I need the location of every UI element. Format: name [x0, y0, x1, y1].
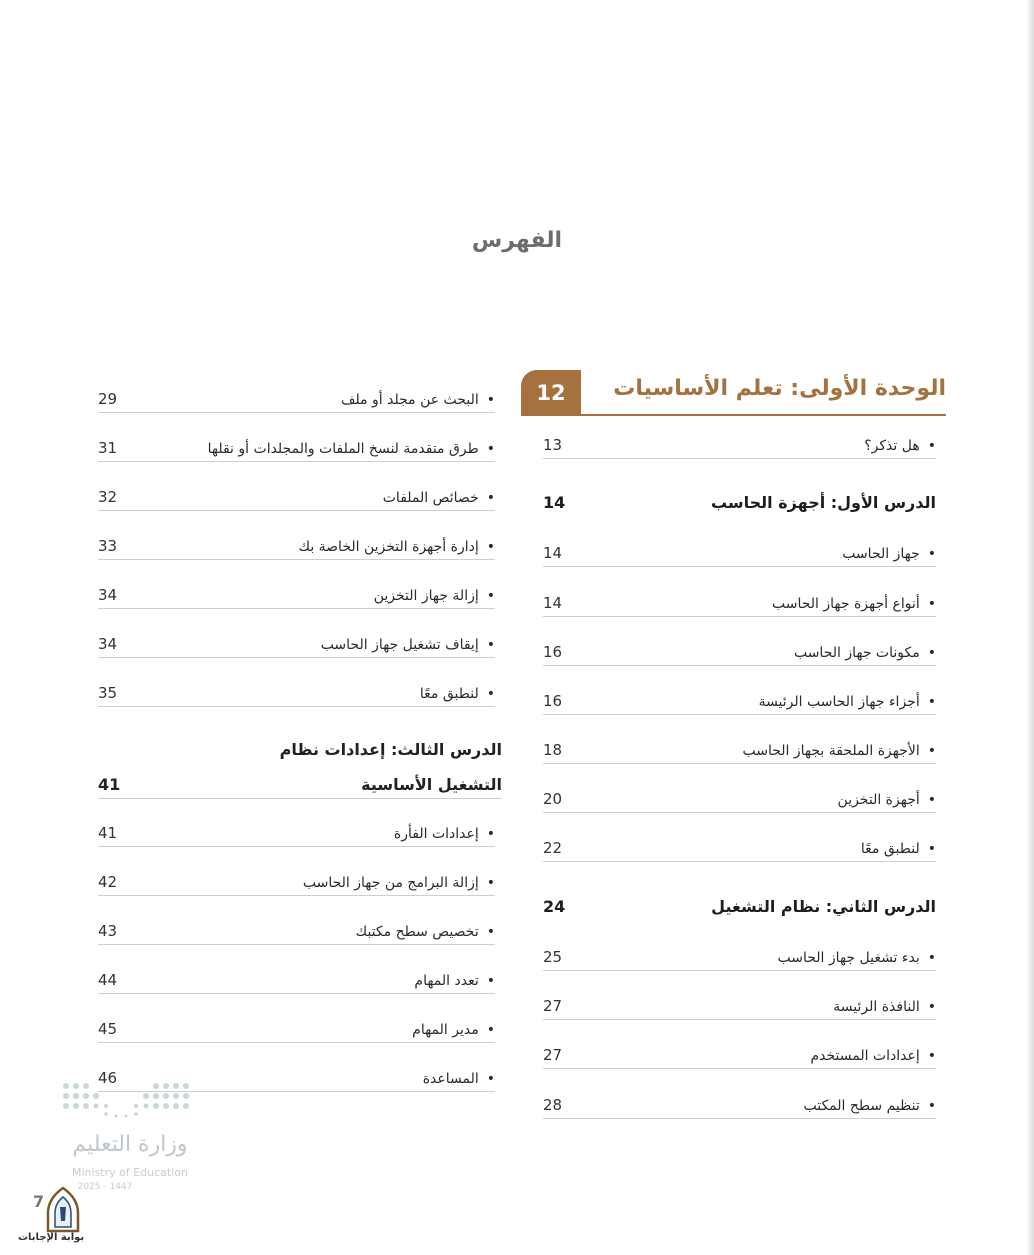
toc-item-row[interactable]	[98, 967, 495, 994]
bullet-icon: •	[486, 1022, 495, 1038]
logo-arabic-text: وزارة التعليم	[72, 1132, 188, 1157]
toc-page-number: 44	[98, 971, 118, 989]
toc-item-row[interactable]	[98, 820, 495, 847]
toc-page-number: 29	[98, 390, 118, 408]
toc-page-number: 42	[98, 873, 118, 891]
toc-lesson-row[interactable]	[543, 894, 936, 920]
toc-item-row[interactable]	[543, 835, 936, 862]
toc-item-label: أجزاء جهاز الحاسب الرئيسة	[758, 694, 920, 710]
toc-page-number: 22	[543, 839, 563, 857]
toc-item-label: طرق متقدمة لنسخ الملفات والمجلدات أو نقلها	[207, 441, 479, 457]
unit-underline	[521, 414, 946, 416]
toc-page-number: 27	[543, 997, 563, 1015]
bullet-icon: •	[486, 441, 495, 457]
toc-item-row[interactable]	[543, 540, 936, 567]
bullet-icon: •	[927, 792, 936, 808]
lesson-3-title-line1: الدرس الثالث: إعدادات نظام	[279, 740, 502, 759]
watermark-text: بوابة الإجابات	[18, 1232, 85, 1243]
lesson-3-title-line2: التشغيل الأساسية	[361, 775, 502, 794]
lesson-title: الدرس الثاني: نظام التشغيل	[711, 897, 936, 916]
toc-item-row[interactable]	[543, 1092, 936, 1119]
toc-item-row[interactable]	[543, 944, 936, 971]
toc-page-number: 16	[543, 643, 563, 661]
toc-page-number: 16	[543, 692, 563, 710]
toc-item-label: مكونات جهاز الحاسب	[793, 645, 920, 661]
toc-item-row[interactable]	[98, 918, 495, 945]
toc-page-number: 14	[543, 544, 563, 562]
toc-item-row[interactable]	[98, 582, 495, 609]
bullet-icon: •	[486, 924, 495, 940]
bullet-icon: •	[486, 686, 495, 702]
toc-page-number: 31	[98, 439, 118, 457]
toc-page-number: 20	[543, 790, 563, 808]
toc-item-label: إزالة البرامج من جهاز الحاسب	[302, 875, 479, 891]
toc-page-number: 32	[98, 488, 118, 506]
toc-item-row[interactable]	[543, 639, 936, 666]
bullet-icon: •	[486, 826, 495, 842]
toc-item-label: بدء تشغيل جهاز الحاسب	[777, 950, 920, 966]
toc-page-number: 18	[543, 741, 563, 759]
toc-page-number: 24	[543, 897, 566, 916]
toc-item-row[interactable]	[98, 386, 495, 413]
bullet-icon: •	[927, 999, 936, 1015]
toc-page-number: 34	[98, 635, 118, 653]
toc-item-label: إعدادات الفأرة	[393, 826, 479, 842]
bullet-icon: •	[927, 645, 936, 661]
toc-page-number: 13	[543, 436, 563, 454]
watermark-mosque-icon	[38, 1185, 88, 1235]
toc-item-row[interactable]	[98, 680, 495, 707]
toc-item-label: إيقاف تشغيل جهاز الحاسب	[320, 637, 479, 653]
toc-item-label: لنطبق معًا	[860, 841, 920, 857]
bullet-icon: •	[486, 875, 495, 891]
unit-header	[521, 370, 946, 416]
bullet-icon: •	[927, 1048, 936, 1064]
toc-item-row[interactable]	[543, 993, 936, 1020]
bullet-icon: •	[927, 1098, 936, 1114]
toc-item-label: خصائص الملفات	[382, 490, 479, 506]
bullet-icon: •	[927, 950, 936, 966]
toc-item-label: أجهزة التخزين	[837, 792, 920, 808]
toc-item-label: إدارة أجهزة التخزين الخاصة بك	[298, 539, 479, 555]
unit-page-badge: 12	[521, 370, 581, 416]
toc-page-number: 35	[98, 684, 118, 702]
toc-item-row[interactable]	[543, 1042, 936, 1069]
lesson-3-row[interactable]	[98, 768, 502, 799]
toc-lesson-row[interactable]	[543, 490, 936, 516]
toc-page-number: 41	[98, 824, 118, 842]
toc-page-number: 46	[98, 1069, 118, 1087]
toc-page-number: 27	[543, 1046, 563, 1064]
bullet-icon: •	[927, 438, 936, 454]
toc-item-row[interactable]	[543, 786, 936, 813]
toc-item-label: مدير المهام	[412, 1022, 479, 1038]
toc-item-label: تعدد المهام	[414, 973, 479, 989]
bullet-icon: •	[486, 392, 495, 408]
logo-year-text: 2025 - 1447	[77, 1182, 133, 1192]
toc-item-row[interactable]	[98, 631, 495, 658]
bullet-icon: •	[486, 490, 495, 506]
bullet-icon: •	[927, 743, 936, 759]
toc-item-label: إعدادات المستخدم	[810, 1048, 920, 1064]
bullet-icon: •	[486, 1071, 495, 1087]
page-edge-shadow	[1026, 0, 1034, 1255]
toc-item-label: النافذة الرئيسة	[833, 999, 920, 1015]
toc-item-row[interactable]	[98, 484, 495, 511]
toc-item-label: البحث عن مجلد أو ملف	[340, 392, 479, 408]
toc-item-row[interactable]	[98, 435, 495, 462]
toc-page-number: 25	[543, 948, 563, 966]
bullet-icon: •	[486, 973, 495, 989]
toc-page-number: 43	[98, 922, 118, 940]
bullet-icon: •	[486, 637, 495, 653]
toc-item-row[interactable]	[543, 590, 936, 617]
toc-item-label: الأجهزة الملحقة بجهاز الحاسب	[742, 743, 920, 759]
toc-page-number: 14	[543, 594, 563, 612]
toc-item-row[interactable]	[98, 869, 495, 896]
toc-page-number: 34	[98, 586, 118, 604]
toc-item-row[interactable]	[98, 1016, 495, 1043]
toc-item-label: أنواع أجهزة جهاز الحاسب	[771, 596, 920, 612]
bullet-icon: •	[927, 841, 936, 857]
toc-item-label: لنطبق معًا	[419, 686, 479, 702]
toc-item-label: إزالة جهاز التخزين	[373, 588, 479, 604]
page-title: الفهرس	[471, 228, 563, 253]
toc-item-row[interactable]	[543, 432, 936, 459]
toc-item-row[interactable]	[98, 533, 495, 560]
lesson-3-page: 41	[98, 775, 121, 794]
toc-item-label: تنظيم سطح المكتب	[803, 1098, 920, 1114]
bullet-icon: •	[927, 546, 936, 562]
toc-page-number: 28	[543, 1096, 563, 1114]
bullet-icon: •	[486, 539, 495, 555]
toc-item-row[interactable]	[543, 688, 936, 715]
lesson-title: الدرس الأول: أجهزة الحاسب	[710, 493, 936, 512]
toc-item-label: المساعدة	[422, 1071, 479, 1087]
bullet-icon: •	[927, 694, 936, 710]
bullet-icon: •	[927, 596, 936, 612]
toc-page-number: 33	[98, 537, 118, 555]
page-number: 7	[33, 1192, 45, 1211]
toc-item-label: تخصيص سطح مكتبك	[355, 924, 479, 940]
ministry-logo	[60, 1080, 205, 1200]
toc-item-row[interactable]	[543, 737, 936, 764]
logo-english-text: Ministry of Education	[71, 1166, 188, 1179]
unit-title: الوحدة الأولى: تعلم الأساسيات	[613, 376, 946, 401]
toc-page-number: 14	[543, 493, 566, 512]
logo-dots-icon	[60, 1080, 200, 1120]
toc-item-label: جهاز الحاسب	[842, 546, 920, 562]
toc-page-number: 45	[98, 1020, 118, 1038]
toc-item-label: هل تذكر؟	[864, 438, 920, 454]
bullet-icon: •	[486, 588, 495, 604]
